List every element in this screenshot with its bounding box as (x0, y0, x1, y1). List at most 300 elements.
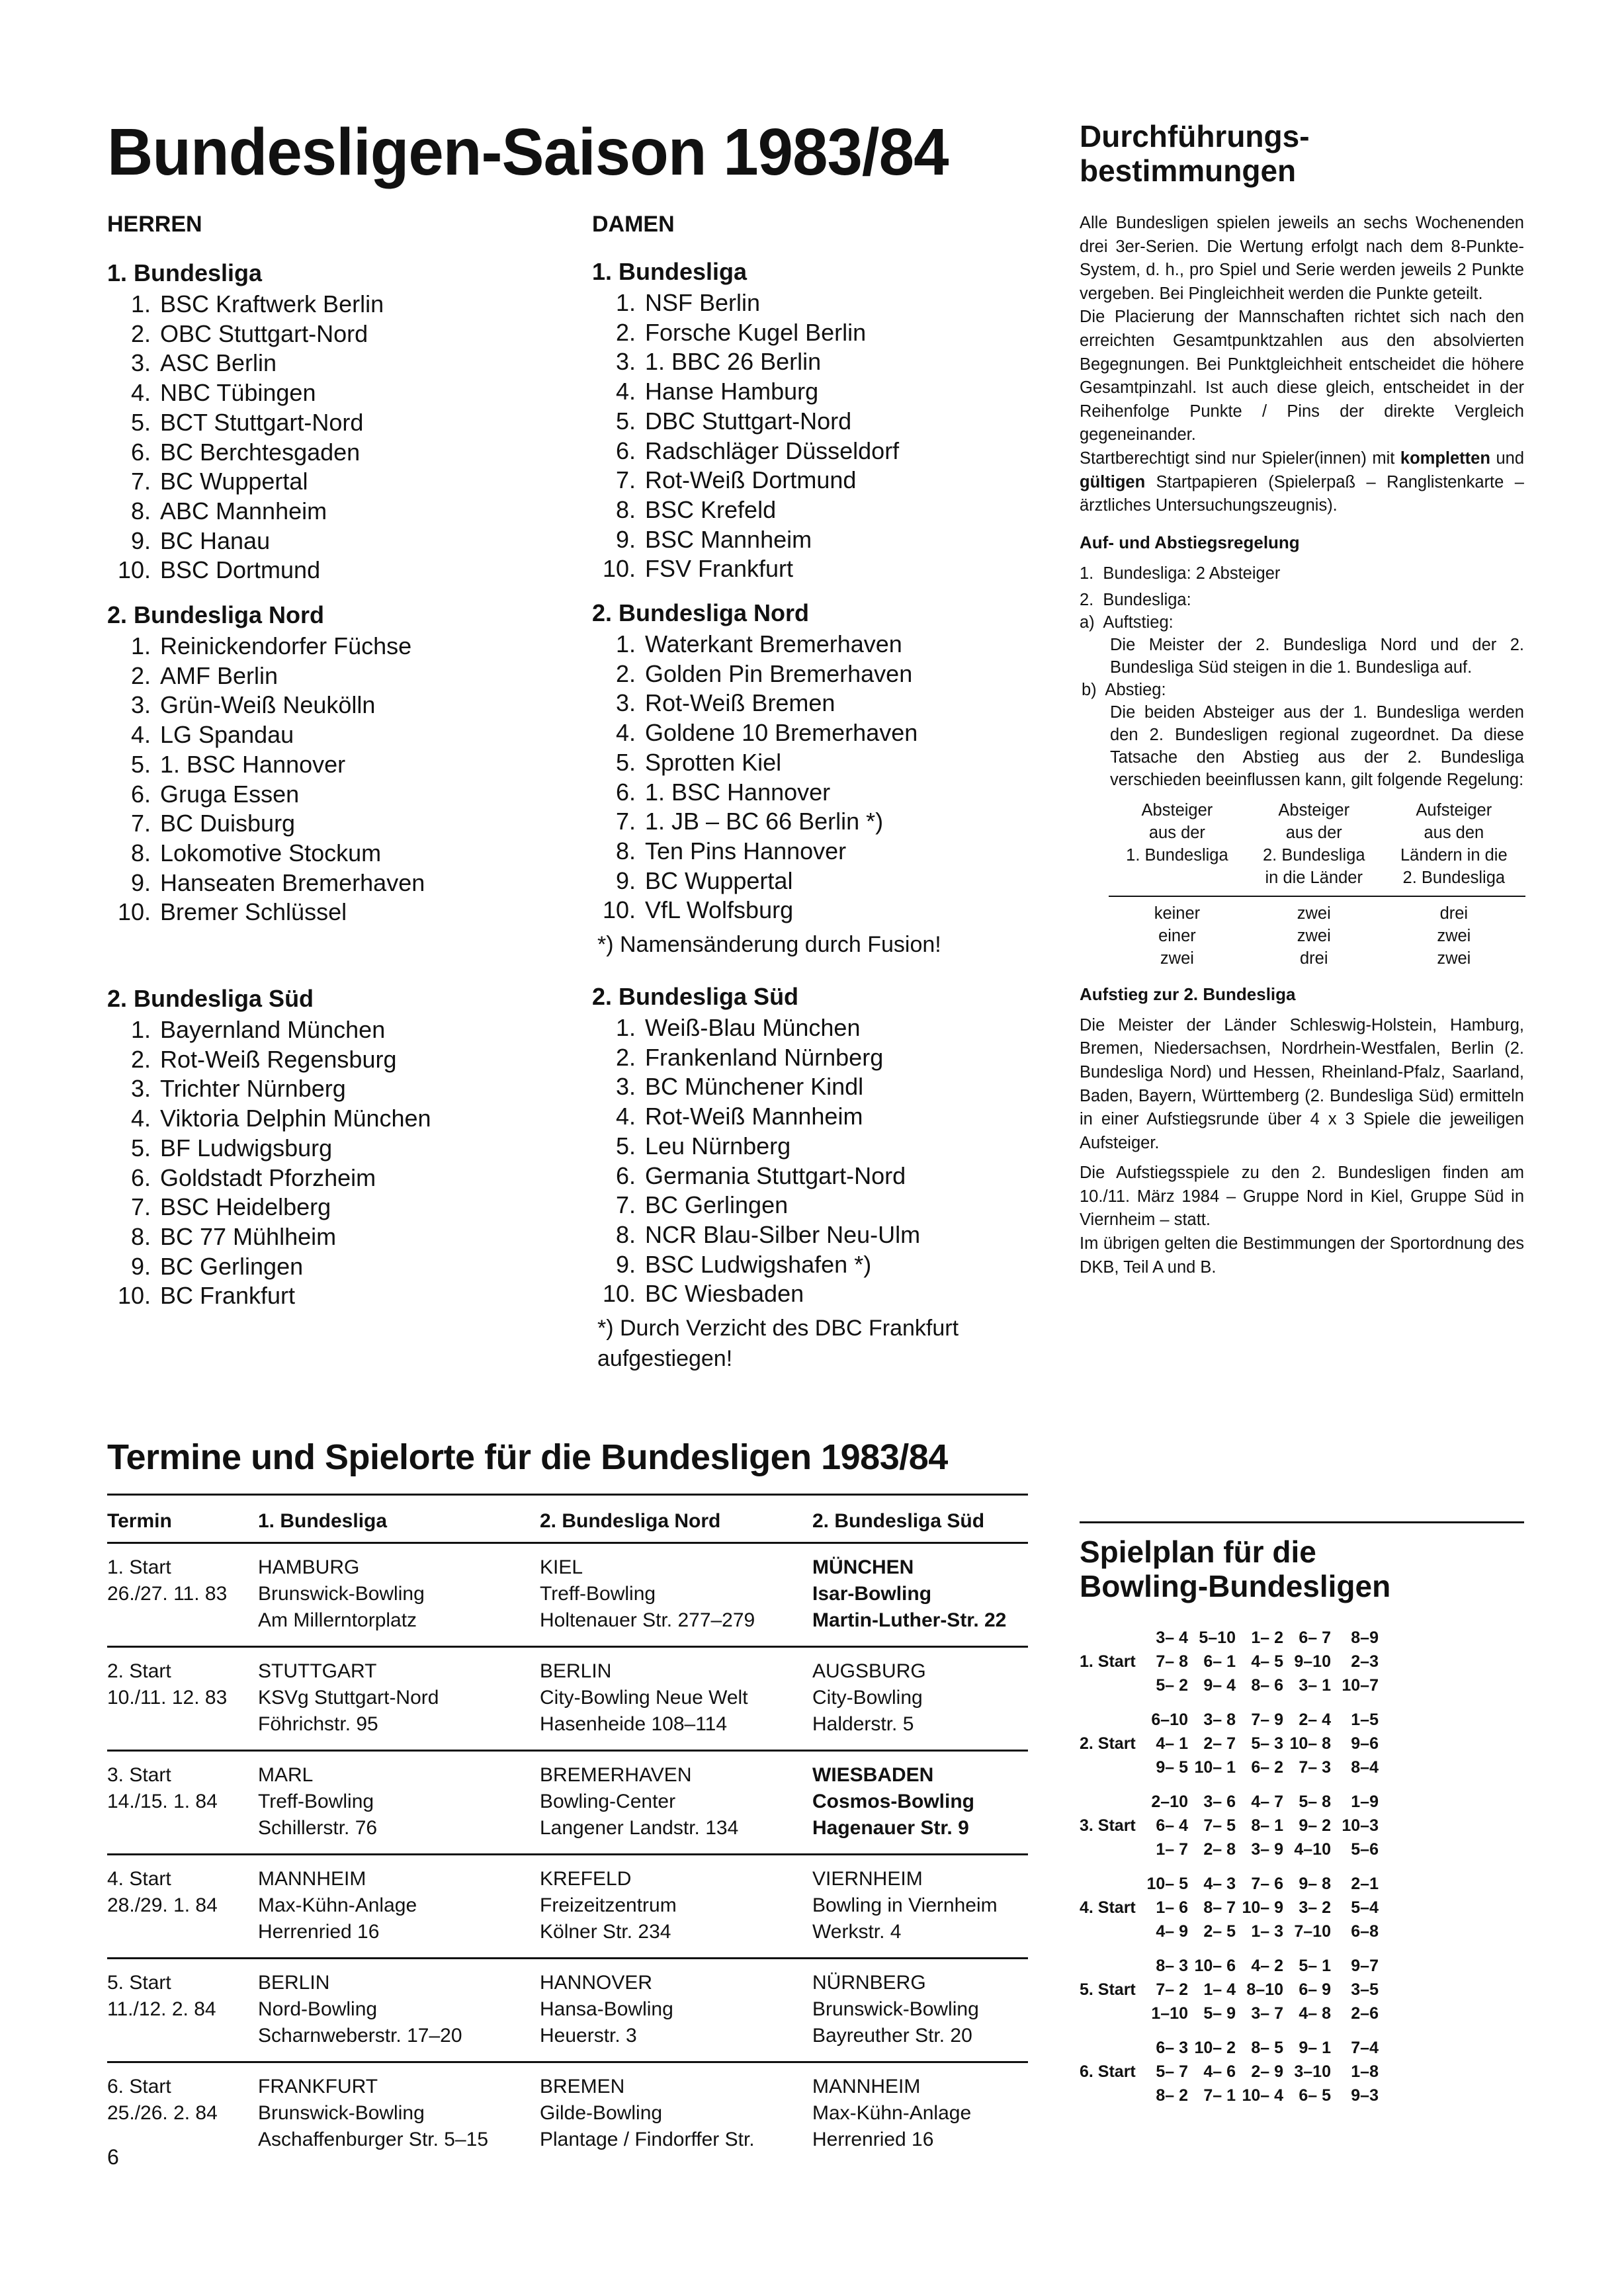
cell-line: Schillerstr. 76 (258, 1817, 378, 1839)
cell-line: MANNHEIM (258, 1868, 366, 1890)
pairing-cell: 4–10 (1294, 1840, 1331, 1859)
list-item (592, 1013, 1055, 1043)
cell-line: 3. Start (107, 1764, 171, 1786)
cell-line: 26./27. 11. 83 (107, 1583, 228, 1605)
pairing-cell: 1–10 (1151, 2004, 1188, 2023)
rank-number: 9. (130, 527, 151, 554)
rank-number: 10. (117, 898, 151, 926)
pairing-cell: 7– 8 (1156, 1652, 1188, 1671)
rank-number: 8. (130, 839, 151, 867)
rule-b-text: Die beiden Absteiger aus der 1. Bundesliga werden den 2. Bundesligen regional zugeordnet. Da diese Tatsache den Abstieg aus der 2. Bundesliga verschieden beeinflussen kann, gilt folgende Regelung: (1110, 702, 1524, 789)
team-name: BC Frankfurt (160, 1282, 296, 1310)
cell-line: Hansa-Bowling (540, 1998, 673, 2020)
cell-termin (107, 1970, 258, 2049)
cell-termin (107, 1762, 258, 1841)
header-line: in die Länder (1265, 868, 1363, 887)
team-name: BC Wuppertal (160, 468, 308, 495)
list-item (107, 720, 425, 750)
auf-abstieg-heading: Auf- und Abstiegsregelung (1080, 532, 1300, 552)
team-name: BF Ludwigsburg (160, 1134, 333, 1162)
pairing-cell: 7– 3 (1299, 1758, 1331, 1777)
cell-line: Bowling-Center (540, 1791, 676, 1812)
herren-2-bundesliga-nord (107, 599, 425, 927)
team-name: 1. BSC Hannover (645, 778, 831, 806)
list-item (592, 288, 899, 318)
team-name: Gruga Essen (160, 780, 300, 808)
para3-bold-gueltigen: gültigen (1080, 472, 1146, 491)
pairing-grid (1140, 1708, 1379, 1779)
cell-line: Brunswick-Bowling (258, 1583, 425, 1605)
rules-paragraph-3 (1080, 447, 1524, 518)
team-name: BC Wiesbaden (645, 1280, 804, 1308)
cell-line: Plantage / Findorffer Str. (540, 2129, 755, 2150)
list-item (592, 1250, 1055, 1280)
pairing-cell: 6– 9 (1299, 1980, 1331, 1999)
rank-number: 4. (130, 379, 151, 407)
table-row (1109, 925, 1525, 947)
list-item (107, 290, 384, 319)
rank-number: 2. (615, 1043, 636, 1071)
team-name: BC Hanau (160, 527, 271, 554)
cell-line: KREFELD (540, 1868, 632, 1890)
team-name: BSC Heidelberg (160, 1193, 331, 1221)
pairing-cell: 4– 1 (1156, 1734, 1188, 1753)
rank-number: 3. (615, 689, 636, 717)
pairing-cell: 8– 1 (1251, 1816, 1283, 1835)
rank-number: 7. (130, 1193, 151, 1221)
team-name: Rot-Weiß Bremen (645, 689, 835, 717)
list-item (592, 1102, 1055, 1132)
rank-number: 3. (615, 348, 636, 376)
pairing-cell: 2– 8 (1203, 1840, 1236, 1859)
cell-line: Holtenauer Str. 277–279 (540, 1609, 755, 1631)
cell-line: Kölner Str. 234 (540, 1921, 671, 1943)
table-row (1109, 896, 1525, 925)
cell-line: AUGSBURG (812, 1660, 926, 1682)
rank-number: 6. (130, 780, 151, 808)
pairing-cell: 7– 5 (1203, 1816, 1236, 1835)
list-item (107, 839, 425, 868)
rank-number: 3. (130, 691, 151, 719)
league-title: 1. Bundesliga (592, 258, 748, 285)
pairing-grid (1140, 1626, 1379, 1697)
team-name: Radschläger Düsseldorf (645, 437, 900, 464)
rule-table-header (1246, 799, 1383, 896)
damen-heading: DAMEN (592, 212, 675, 237)
list-item (592, 1279, 1055, 1309)
cell-termin (107, 1554, 258, 1634)
cell-line: Nord-Bowling (258, 1998, 378, 2020)
list-item (107, 868, 425, 898)
pairing-cell: 1– 7 (1156, 1840, 1188, 1859)
pairing-cell: 8– 7 (1203, 1898, 1236, 1917)
cell-line: Treff-Bowling (258, 1791, 374, 1812)
page-number: 6 (107, 2145, 119, 2169)
team-name: BC Duisburg (160, 810, 296, 837)
pairing-cell: 1– 2 (1251, 1628, 1283, 1647)
pairing-cell: 2–1 (1351, 1875, 1379, 1893)
cell-sued (812, 1866, 1028, 1945)
list-item (592, 1043, 1055, 1073)
header-line: Absteiger (1278, 800, 1350, 820)
herren-1-bundesliga (107, 257, 384, 585)
cell-line: 10./11. 12. 83 (107, 1687, 228, 1709)
spielplan-start-1 (1080, 1626, 1529, 1697)
pairing-cell: 5– 2 (1156, 1676, 1188, 1695)
header-line: 2. Bundesliga (1262, 845, 1365, 865)
pairing-cell: 5– 7 (1156, 2062, 1188, 2081)
list-item (107, 1222, 431, 1252)
team-name: Hanse Hamburg (645, 378, 819, 405)
spielplan (1080, 1535, 1529, 2118)
team-name: 1. JB – BC 66 Berlin *) (645, 808, 884, 835)
cell-line: Bayreuther Str. 20 (812, 2025, 972, 2047)
team-name: Rot-Weiß Regensburg (160, 1045, 397, 1073)
rank-number: 10. (602, 896, 636, 924)
rank-number: 8. (615, 495, 636, 523)
rank-number: 1. (130, 1016, 151, 1043)
para3-text: Startpapieren (Spielerpaß – Ranglistenkarte – ärztliches Untersuchungszeugnis). (1080, 472, 1524, 515)
rank-number: 6. (615, 437, 636, 464)
cell-line: VIERNHEIM (812, 1868, 923, 1890)
cell-line: Max-Kühn-Anlage (258, 1894, 417, 1916)
divider (1080, 1521, 1524, 1523)
start-label: 1. Start (1080, 1652, 1136, 1671)
team-name: NSF Berlin (645, 289, 761, 316)
rule-a-text: Die Meister der 2. Bundesliga Nord und der 2. Bundesliga Süd steigen in die 1. Bundesliga auf. (1110, 635, 1524, 677)
pairing-cell: 8– 6 (1251, 1676, 1283, 1695)
pairing-cell: 10– 6 (1194, 1957, 1236, 1975)
pairing-cell: 1–8 (1351, 2062, 1379, 2081)
pairing-cell: 4– 3 (1203, 1875, 1236, 1893)
table-row (107, 1648, 1028, 1752)
list-item (592, 807, 941, 837)
list-item (107, 1281, 431, 1311)
damen-2-bundesliga-nord (592, 597, 941, 960)
durchfuehrungsbestimmungen (1080, 119, 1524, 1279)
team-name: ASC Berlin (160, 349, 277, 377)
list-item (592, 318, 899, 348)
spielplan-start-5 (1080, 1954, 1529, 2025)
rank-number: 8. (615, 837, 636, 865)
para3-text: Startberechtigt sind nur Spieler(innen) mit (1080, 448, 1400, 468)
rank-number: 10. (602, 555, 636, 583)
cell-termin (107, 2074, 258, 2153)
rule-table-header (1383, 799, 1525, 896)
cell-line: Isar-Bowling (812, 1583, 932, 1605)
pairing-cell: 6–10 (1151, 1711, 1188, 1729)
pairing-cell: 4– 5 (1251, 1652, 1283, 1671)
cell-sued (812, 1554, 1028, 1634)
pairing-cell: 7– 2 (1156, 1980, 1188, 1999)
rank-number: 6. (130, 438, 151, 466)
cell-line: MARL (258, 1764, 314, 1786)
team-name: LG Spandau (160, 721, 294, 749)
rank-number: 7. (615, 1191, 636, 1219)
cell-line: Treff-Bowling (540, 1583, 656, 1605)
table-row (107, 1544, 1028, 1648)
table-row (107, 1959, 1028, 2063)
spielplan-start-2 (1080, 1708, 1529, 1779)
rank-number: 9. (130, 868, 151, 896)
pairing-cell: 5– 1 (1299, 1957, 1331, 1975)
rank-number: 10. (602, 1280, 636, 1308)
cell-nord (540, 1658, 812, 1738)
footnote: *) Durch Verzicht des DBC Frankfurt aufgestiegen! (597, 1316, 959, 1372)
cell-termin (107, 1866, 258, 1945)
list-item (107, 898, 425, 927)
team-name: Viktoria Delphin München (160, 1105, 431, 1132)
rank-number: 5. (615, 1132, 636, 1160)
team-list (107, 1015, 431, 1311)
list-item (107, 378, 384, 408)
spielplan-start-4 (1080, 1872, 1529, 1943)
pairing-cell: 10– 5 (1146, 1875, 1188, 1893)
table-row (1109, 947, 1525, 970)
header-1-bundesliga: 1. Bundesliga (258, 1510, 388, 1532)
pairing-cell: 4– 9 (1156, 1922, 1188, 1941)
header-line: Aufsteiger (1416, 800, 1492, 820)
cell-line: MANNHEIM (812, 2076, 921, 2097)
cell-line: Max-Kühn-Anlage (812, 2102, 972, 2124)
team-name: BC Münchener Kindl (645, 1073, 864, 1101)
cell-line: Halderstr. 5 (812, 1713, 914, 1735)
page-title: Bundesligen-Saison 1983/84 (107, 115, 949, 189)
rank-number: 2. (130, 1045, 151, 1073)
cell-line: 4. Start (107, 1868, 171, 1890)
team-name: BC Gerlingen (160, 1252, 304, 1280)
list-item (592, 659, 941, 689)
cell-line: Freizeitzentrum (540, 1894, 677, 1916)
header-line: aus der (1285, 823, 1342, 842)
aufstieg-paragraph-1: Die Meister der Länder Schleswig-Holstein, Hamburg, Bremen, Niedersachsen, Nordrhein-Westfalen, Berlin (2. Bundesliga Nord) und Hessen, Rheinland-Pfalz, Saarland, Baden, Bayern, Württemberg (2. Bundesliga Süd) ermitteln in einer Aufstiegsrunde über 4 x 3 Spiele die jeweiligen Aufsteiger. (1080, 1015, 1524, 1152)
cell-line: City-Bowling Neue Welt (540, 1687, 748, 1709)
pairing-cell: 7–10 (1294, 1922, 1331, 1941)
header-2-bundesliga-sued: 2. Bundesliga Süd (812, 1510, 985, 1532)
rank-number: 7. (615, 808, 636, 835)
herren-heading: HERREN (107, 212, 202, 237)
list-item (107, 1134, 431, 1163)
team-name: BSC Kraftwerk Berlin (160, 290, 384, 317)
team-name: Ten Pins Hannover (645, 837, 847, 865)
cell-line: Werkstr. 4 (812, 1921, 902, 1943)
pairing-cell: 6– 4 (1156, 1816, 1188, 1835)
rule-line-1: 1. Bundesliga: 2 Absteiger (1080, 564, 1281, 583)
spielplan-title (1080, 1535, 1529, 1603)
pairing-cell: 9–10 (1294, 1652, 1331, 1671)
pairing-cell: 6– 7 (1299, 1628, 1331, 1647)
rank-number: 2. (130, 319, 151, 347)
cell-line: 28./29. 1. 84 (107, 1894, 218, 1916)
list-item (592, 867, 941, 896)
list-item (107, 1104, 431, 1134)
side-title-line2: bestimmungen (1080, 153, 1297, 188)
pairing-cell: 9–7 (1351, 1957, 1379, 1975)
pairing-cell: 6– 3 (1156, 2039, 1188, 2057)
rank-number: 8. (130, 1222, 151, 1250)
team-name: Rot-Weiß Dortmund (645, 466, 857, 494)
team-name: Germania Stuttgart-Nord (645, 1162, 906, 1189)
header-line: aus den (1424, 823, 1484, 842)
list-item (107, 1163, 431, 1193)
pairing-cell: 2– 7 (1203, 1734, 1236, 1753)
team-name: Waterkant Bremerhaven (645, 630, 902, 657)
pairing-cell: 9– 1 (1299, 2039, 1331, 2057)
team-name: OBC Stuttgart-Nord (160, 319, 368, 347)
side-title (1080, 119, 1524, 188)
cell-bl1 (258, 1866, 540, 1945)
pairing-cell: 5– 9 (1203, 2004, 1236, 2023)
pairing-grid (1140, 1790, 1379, 1861)
pairing-cell: 1– 3 (1251, 1922, 1283, 1941)
spielplan-start-3 (1080, 1790, 1529, 1861)
rank-number: 10. (117, 556, 151, 584)
pairing-cell: 9– 4 (1203, 1676, 1236, 1695)
cell-line: HANNOVER (540, 1972, 653, 1994)
list-item (592, 407, 899, 437)
list-item (592, 689, 941, 718)
pairing-grid (1140, 2036, 1379, 2107)
table-cell: drei (1299, 949, 1328, 968)
list-item (592, 1162, 1055, 1191)
pairing-cell: 9–3 (1351, 2086, 1379, 2105)
team-name: Sprotten Kiel (645, 748, 782, 776)
pairing-cell: 5– 3 (1251, 1734, 1283, 1753)
list-item (592, 1072, 1055, 1102)
cell-line: 25./26. 2. 84 (107, 2102, 218, 2124)
team-list (107, 290, 384, 585)
cell-line: Langener Landstr. 134 (540, 1817, 739, 1839)
list-item (107, 349, 384, 378)
rank-number: 1. (615, 1014, 636, 1041)
list-item (592, 1132, 1055, 1162)
pairing-cell: 10– 1 (1194, 1758, 1236, 1777)
spielplan-title-line2: Bowling-Bundesligen (1080, 1569, 1391, 1603)
rank-number: 1. (615, 630, 636, 657)
start-label: 5. Start (1080, 1980, 1136, 1999)
cell-line: 6. Start (107, 2076, 171, 2097)
herren-2-bundesliga-sued (107, 982, 431, 1311)
cell-line: Bowling in Viernheim (812, 1894, 998, 1916)
list-item (592, 837, 941, 867)
aufstieg-paragraph-2: Die Aufstiegsspiele zu den 2. Bundesligen finden am 10./11. März 1984 – Gruppe Nord in Kiel, Gruppe Süd in Viernheim – statt. (1080, 1163, 1524, 1230)
rank-number: 8. (615, 1220, 636, 1248)
rank-number: 6. (130, 1163, 151, 1191)
team-list (592, 1013, 1055, 1309)
pairing-cell: 4– 6 (1203, 2062, 1236, 2081)
aufstieg-paragraph-3: Im übrigen gelten die Bestimmungen der Sportordnung des DKB, Teil A und B. (1080, 1234, 1524, 1277)
list-item (592, 896, 941, 925)
list-item (107, 661, 425, 691)
team-list (592, 630, 941, 925)
aufstieg-2bl-heading: Aufstieg zur 2. Bundesliga (1080, 984, 1296, 1004)
start-label: 6. Start (1080, 2062, 1136, 2081)
rank-number: 10. (117, 1282, 151, 1310)
rule-table-header (1109, 799, 1246, 896)
pairing-cell: 10– 4 (1242, 2086, 1283, 2105)
cell-bl1 (258, 1970, 540, 2049)
cell-nord (540, 2074, 812, 2153)
team-name: Goldene 10 Bremerhaven (645, 719, 918, 747)
cell-nord (540, 1970, 812, 2049)
league-title: 2. Bundesliga Nord (592, 599, 810, 626)
pairing-cell: 8–10 (1246, 1980, 1283, 1999)
damen-column (592, 212, 1055, 1372)
pairing-cell: 7– 1 (1203, 2086, 1236, 2105)
header-line: Ländern in die (1400, 845, 1508, 865)
rule-a-label: a) Auftstieg: (1080, 613, 1174, 632)
list-item (592, 1191, 1055, 1220)
team-name: Forsche Kugel Berlin (645, 318, 867, 346)
pairing-cell: 3– 9 (1251, 1840, 1283, 1859)
rank-number: 9. (615, 867, 636, 894)
list-item (592, 1220, 1055, 1250)
pairing-cell: 10– 2 (1194, 2039, 1236, 2057)
list-item (107, 556, 384, 585)
para3-text: und (1490, 448, 1525, 468)
list-item (107, 1074, 431, 1104)
cell-bl1 (258, 1554, 540, 1634)
rank-number: 1. (130, 290, 151, 317)
table-cell: keiner (1154, 904, 1201, 923)
list-item (592, 525, 899, 555)
team-name: Reinickendorfer Füchse (160, 632, 412, 659)
cell-line: 14./15. 1. 84 (107, 1791, 218, 1812)
rule-line-2: 2. Bundesliga: (1080, 590, 1191, 609)
list-item (592, 718, 941, 748)
team-name: NCR Blau-Silber Neu-Ulm (645, 1220, 921, 1248)
list-item (107, 467, 384, 497)
pairing-cell: 9– 5 (1156, 1758, 1188, 1777)
list-item (107, 319, 384, 349)
rank-number: 5. (615, 748, 636, 776)
termine-title: Termine und Spielorte für die Bundesligen 1983/84 (107, 1437, 948, 1477)
cell-nord (540, 1866, 812, 1945)
table-cell: einer (1158, 926, 1196, 945)
cell-line: KSVg Stuttgart-Nord (258, 1687, 439, 1709)
cell-nord (540, 1554, 812, 1634)
pairing-cell: 1–9 (1351, 1793, 1379, 1811)
pairing-cell: 3– 2 (1299, 1898, 1331, 1917)
cell-line: Heuerstr. 3 (540, 2025, 637, 2047)
pairing-cell: 8–4 (1351, 1758, 1379, 1777)
table-row (107, 1855, 1028, 1959)
team-name: AMF Berlin (160, 661, 278, 689)
rank-number: 5. (130, 408, 151, 436)
pairing-cell: 5– 8 (1299, 1793, 1331, 1811)
list-item (107, 527, 384, 556)
cell-termin (107, 1658, 258, 1738)
cell-line: Aschaffenburger Str. 5–15 (258, 2129, 489, 2150)
team-name: Frankenland Nürnberg (645, 1043, 884, 1071)
cell-bl1 (258, 1658, 540, 1738)
footnote: *) Namensänderung durch Fusion! (597, 932, 941, 958)
team-name: VfL Wolfsburg (645, 896, 794, 924)
rules-paragraph-2: Die Placierung der Mannschaften richtet sich nach den erreichten Gesamtpunktzahlen aus den absolvierten Begegnungen. Bei Punktgleichheit entscheidet die höhere Gesamtpinzahl. Ist auch diese gleich, entscheidet in der Reihenfolge Punkte / Pins der direkte Vergleich gegeneinander. (1080, 308, 1524, 444)
pairing-cell: 9–6 (1351, 1734, 1379, 1753)
team-name: ABC Mannheim (160, 497, 327, 525)
pairing-cell: 3– 7 (1251, 2004, 1283, 2023)
header-line: Absteiger (1141, 800, 1213, 820)
team-name: Grün-Weiß Neukölln (160, 691, 376, 719)
pairing-cell: 2–3 (1351, 1652, 1379, 1671)
abstieg-regelung-table (1109, 799, 1525, 970)
cell-sued (812, 1658, 1028, 1738)
cell-line: Föhrichstr. 95 (258, 1713, 378, 1735)
cell-line: FRANKFURT (258, 2076, 378, 2097)
team-name: BSC Dortmund (160, 556, 321, 584)
cell-line: BREMEN (540, 2076, 625, 2097)
